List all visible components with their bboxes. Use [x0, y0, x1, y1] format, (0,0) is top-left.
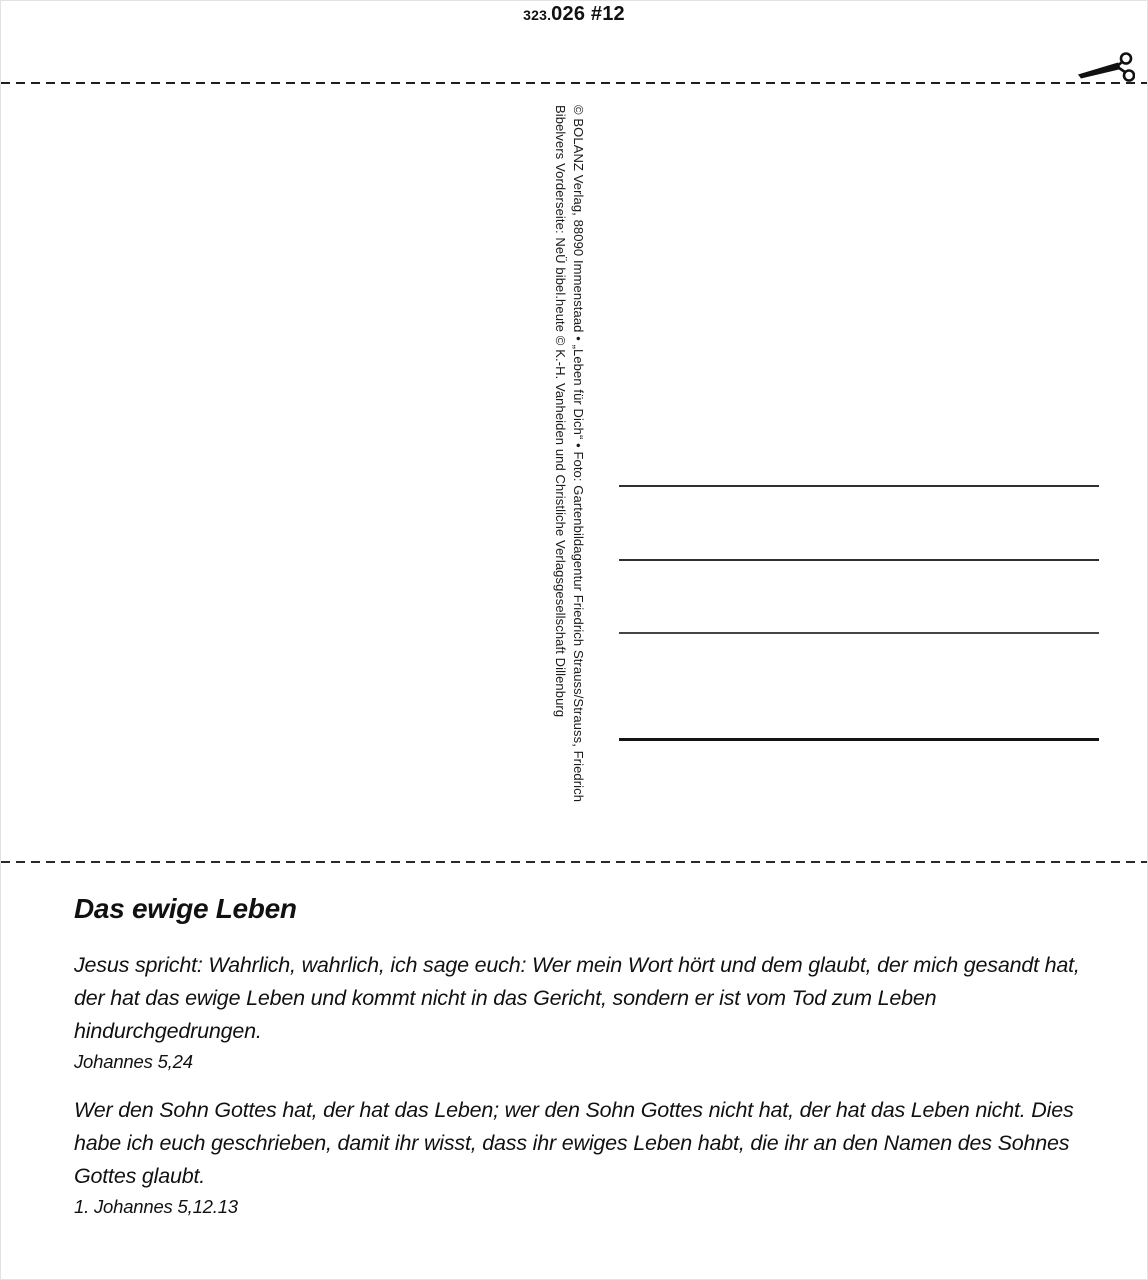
- verse-text-1: Jesus spricht: Wahrlich, wahrlich, ich sage euch: Wer mein Wort hört und dem glaubt, der mich gesandt hat, der hat das ewige Leben und kommt nicht in das Gericht, sondern er ist vom Tod zum Leben hindurchgedrungen.: [74, 953, 1080, 1043]
- verse-reference-1: Johannes 5,24: [74, 1051, 193, 1072]
- product-code-prefix: 323.: [523, 7, 552, 23]
- verse-title: Das ewige Leben: [74, 893, 297, 924]
- address-lines: [619, 1, 1099, 761]
- copyright-vertical-text: [551, 105, 587, 845]
- verse-reference-2: 1. Johannes 5,12.13: [74, 1196, 238, 1217]
- verse-text-2: Wer den Sohn Gottes hat, der hat das Leben; wer den Sohn Gottes nicht hat, der hat das Leben nicht. Dies habe ich euch geschrieben, damit ihr wisst, dass ihr ewiges Leben habt, die ihr an den Namen des Sohnes Gottes glaubt.: [74, 1098, 1074, 1188]
- address-line-2: [619, 559, 1099, 561]
- address-line-postcode: [619, 738, 1099, 741]
- address-line-3: [619, 632, 1099, 634]
- cut-line-bottom: [1, 861, 1147, 863]
- verse-section: [74, 892, 1082, 1219]
- address-line-1: [619, 485, 1099, 487]
- product-code-number: 026 #12: [551, 3, 625, 25]
- copyright-line-1: © BOLANZ Verlag, 88090 Immenstaad • „Leben für Dich“ • Foto: Gartenbildagentur Friedrich Strauss/Strauss, Friedrich: [571, 105, 586, 803]
- copyright-line-2: Bibelvers Vorderseite: NeÜ bibel.heute © K.-H. Vanheiden und Christliche Verlagsgesellschaft Dillenburg: [553, 105, 569, 718]
